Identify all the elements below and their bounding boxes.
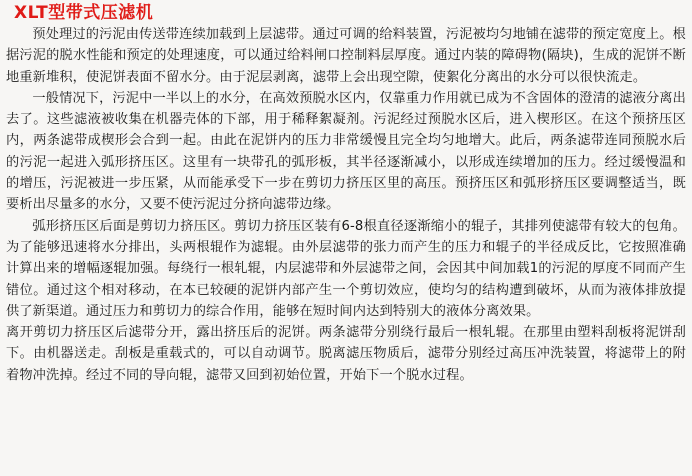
paragraph-feeding: 预处理过的污泥由传送带连续加载到上层滤带。通过可调的给料装置，污泥被均匀地铺在滤带的预定宽度上。根据污泥的脱水性能和预定的处理速度，可以通过给料闸口控制料层厚度。通过内装的障碍物(隔块)，生成的泥饼不断地重新堆积，使泥饼表面不留水分。由于泥层剥离，滤带上会出现空隙，使絮化分离出的水分可以很快流走。 <box>6 27 686 85</box>
document-title: XLT型带式压滤机 <box>14 3 154 23</box>
paragraph-discharge: 离开剪切力挤压区后滤带分开，露出挤压后的泥饼。两条滤带分别绕行最后一根轧辊。在那里由塑料刮板将泥饼刮下。由机器送走。刮板是重载式的，可以自动调节。脱离滤压物质后，滤带分别经过高压冲洗装置，将滤带上的附着物冲洗掉。经过不同的导向辊，滤带又回到初始位置，开始下一个脱水过程。 <box>6 325 686 383</box>
document-body <box>6 24 686 386</box>
paragraph-shear-zone: 弧形挤压区后面是剪切力挤压区。剪切力挤压区装有6-8根直径逐渐缩小的辊子，其排列使滤带有较大的包角。为了能够迅速将水分排出，头两根辊作为滤辊。由外层滤带的张力而产生的压力和辊子的半径成反比，它按照准确计算出来的增幅逐辊加强。每绕行一根轧辊，内层滤带和外层滤带之间，会因其中间加载1的污泥的厚度不同而产生错位。通过这个相对移动，在本已较硬的泥饼内部产生一个剪切效应，使均匀的结构遭到破坏，从而为液体排放提供了新渠道。通过压力和剪切力的综合作用，能够在短时间内达到特别大的液体分离效果。 <box>6 218 686 319</box>
paragraph-predewatering: 一般情况下，污泥中一半以上的水分，在高效预脱水区内，仅靠重力作用就已成为不含固体的澄清的滤液分离出去了。这些滤液被收集在机器壳体的下部，用于稀释絮凝剂。污泥经过预脱水区后，进入楔形区。在这个预挤压区内，两条滤带成楔形会合到一起。由此在泥饼内的压力非常缓慢且完全均匀地增大。此后，两条滤带连同预脱水后的污泥一起进入弧形挤压区。这里有一块带孔的弧形板，其半径逐渐减小，以形成连续增加的压力。经过缓慢温和的增压，污泥被进一步压紧，从而能承受下一步在剪切力挤压区里的高压。预挤压区和弧形挤压区要调整适当，既要析出尽量多的水分，又要不使污泥过分挤向滤带边缘。 <box>6 90 686 213</box>
